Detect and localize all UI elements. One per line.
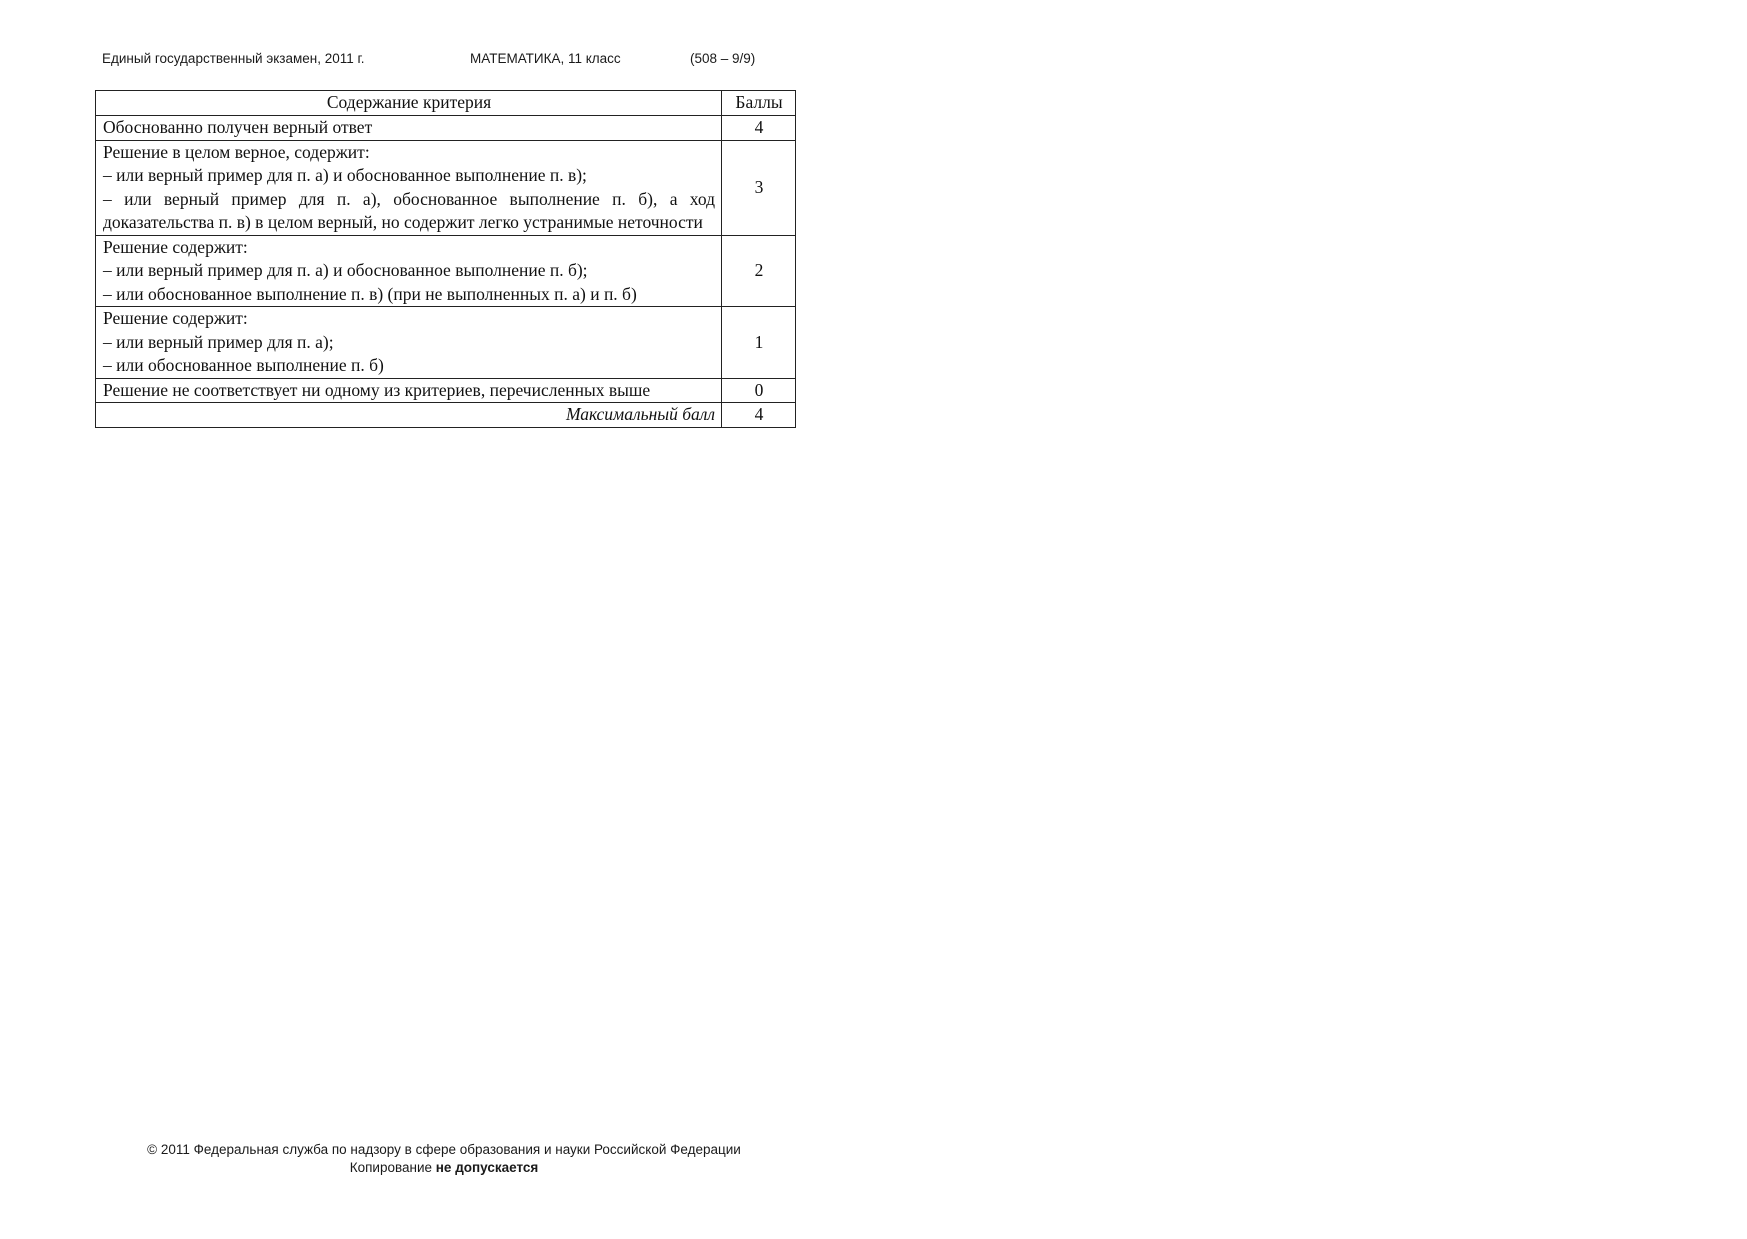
copy-restriction-prefix: Копирование [349,1160,433,1175]
criterion-text [96,307,722,379]
criteria-table [95,90,796,428]
copy-restriction-emphasis: не допускается [435,1160,539,1175]
column-header-score: Баллы [722,91,796,116]
score-value: 4 [722,116,796,141]
table-header-row [96,91,796,116]
criterion-line: Решение содержит: [103,308,248,328]
copy-restriction [0,1159,888,1177]
table-row [96,378,796,403]
copyright-notice: © 2011 Федеральная служба по надзору в сфере образования и науки Российской Федерации [147,1142,741,1157]
max-score-value: 4 [722,403,796,428]
page-code: (508 – 9/9) [690,51,756,66]
table-row [96,235,796,307]
criterion-line: Решение содержит: [103,236,248,257]
criterion-line: – или обоснованное выполнение п. в) (при не выполненных п. а) и п. б) [103,283,637,304]
score-value: 1 [722,307,796,379]
criterion-line: – или верный пример для п. а), обоснованное выполнение п. б), а ход доказательства п. в) в целом верный, но содержит легко устранимые неточности [103,188,716,232]
table-row [96,307,796,379]
subject-title: МАТЕМАТИКА, 11 класс [470,51,621,66]
criterion-line: – или верный пример для п. а) и обоснованное выполнение п. б); [103,260,588,280]
criterion-line: Обоснованно получен верный ответ [103,117,373,137]
score-value: 0 [722,378,796,403]
criterion-text [96,116,722,141]
score-value: 2 [722,235,796,307]
criterion-text [96,140,722,235]
criterion-line: – или верный пример для п. а) и обоснованное выполнение п. в); [103,165,587,185]
page-header [0,51,1747,71]
criterion-text [96,378,722,403]
criterion-line: – или обоснованное выполнение п. б) [103,355,384,375]
exam-title: Единый государственный экзамен, 2011 г. [102,51,365,66]
criterion-line: Решение не соответствует ни одному из критериев, перечисленных выше [103,379,651,400]
criterion-line: – или верный пример для п. а); [103,331,334,352]
page-footer [0,1141,888,1177]
max-score-row [96,403,796,428]
score-value: 3 [722,140,796,235]
max-score-label: Максимальный балл [96,403,722,428]
table-row [96,116,796,141]
table-row [96,140,796,235]
criterion-text [96,235,722,307]
criterion-line: Решение в целом верное, содержит: [103,141,370,162]
column-header-criterion: Содержание критерия [96,91,722,116]
